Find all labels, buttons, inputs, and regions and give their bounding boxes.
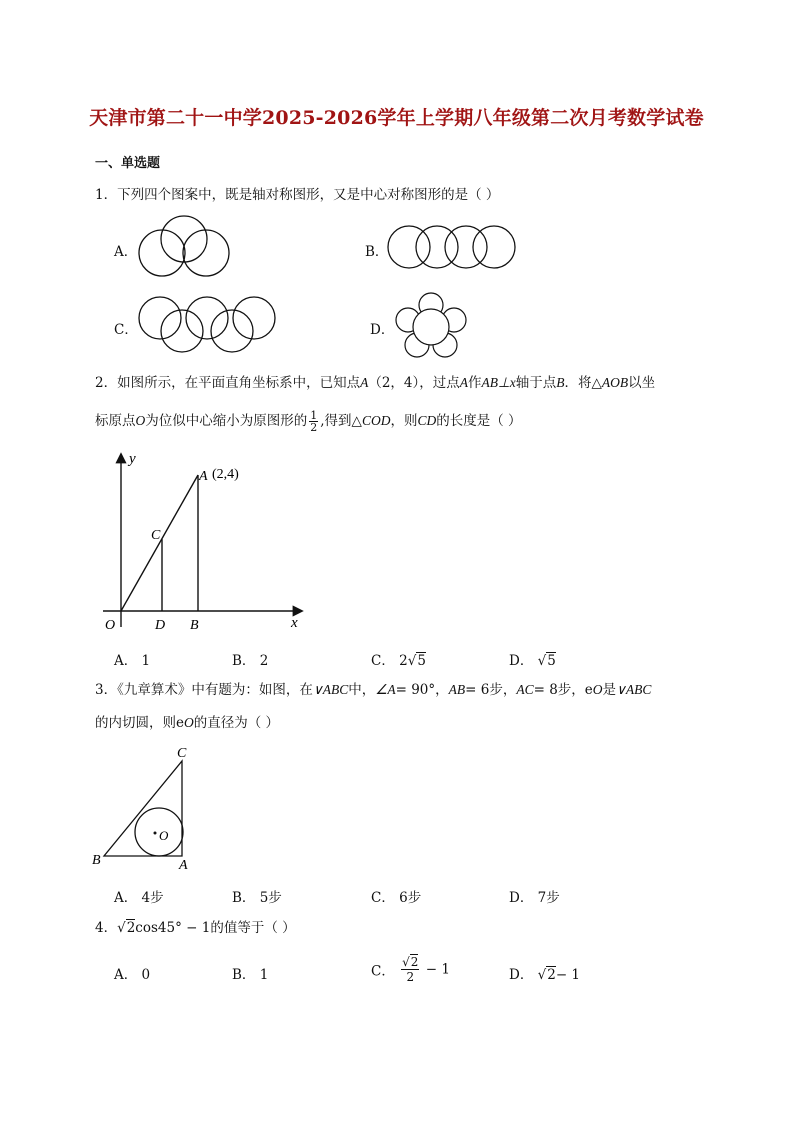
q1-option-b-figure bbox=[387, 224, 517, 270]
q3-option-c: C． 6步 bbox=[371, 890, 422, 906]
q2-option-d: D． √5 bbox=[509, 653, 556, 669]
segment-oa bbox=[121, 475, 198, 611]
q1-option-d-figure bbox=[393, 290, 469, 360]
circle-shape bbox=[445, 226, 487, 268]
center-o-label: O bbox=[159, 828, 169, 843]
q1-option-c-label: C． bbox=[114, 322, 138, 338]
q3-option-b: B． 5步 bbox=[232, 890, 282, 906]
q3-option-a: A． 4步 bbox=[114, 890, 164, 906]
q4-option-d: D． √2− 1 bbox=[509, 967, 581, 983]
y-axis-label: y bbox=[129, 451, 136, 467]
circle-shape bbox=[161, 216, 207, 262]
triangle-abc bbox=[104, 761, 182, 856]
center-dot bbox=[154, 832, 157, 835]
q2-option-b: B． 2 bbox=[232, 653, 269, 669]
q4-option-b: B． 1 bbox=[232, 967, 269, 983]
point-d-label: D bbox=[155, 618, 166, 633]
question-2-line-2: 标原点O为位似中心缩小为原图形的 $\frac{1}{2}$ ,得到△COD，则CD的长度是（ ） bbox=[95, 409, 522, 434]
q2-option-a: A． 1 bbox=[114, 653, 151, 669]
page-title: 天津市第二十一中学2025-2026学年上学期八年级第二次月考数学试卷 bbox=[89, 107, 704, 129]
question-2-line-1: 2．如图所示，在平面直角坐标系中，已知点A（2，4），过点A作AB⊥x轴于点B．将△AOB以坐 bbox=[95, 375, 656, 391]
vertex-a-label: A bbox=[179, 858, 188, 871]
q2-option-c: C． 2√5 bbox=[371, 653, 426, 669]
vertex-c-label: C bbox=[177, 746, 187, 761]
q1-option-d-label: D． bbox=[370, 322, 395, 338]
fraction-root2-over-2: $\frac{√2}{2}$ bbox=[402, 955, 419, 984]
q1-option-a-label: A． bbox=[114, 244, 138, 260]
q2-coordinate-figure bbox=[95, 445, 310, 635]
circle-shape bbox=[139, 230, 185, 276]
circle-shape bbox=[211, 310, 253, 352]
circle-shape bbox=[161, 310, 203, 352]
question-4-stem: 4．√2cos45° − 1的值等于（ ） bbox=[95, 920, 296, 936]
question-3-line-2: 的内切圆，则eO的直径为（ ） bbox=[95, 715, 280, 731]
q4-option-a: A． 0 bbox=[114, 967, 151, 983]
circle-shape bbox=[186, 297, 228, 339]
q4-option-c: C． $\frac{√2}{2}$ − 1 bbox=[371, 955, 450, 984]
circle-shape bbox=[388, 226, 430, 268]
flower-center-shape bbox=[413, 309, 449, 345]
circle-shape bbox=[473, 226, 515, 268]
question-3-line-1: 3．《九章算术》中有题为：如图，在∨ABC中，∠A= 90°，AB= 6步，AC= 8步，eO是∨ABC bbox=[95, 682, 652, 698]
x-axis-label: x bbox=[291, 615, 298, 631]
circle-shape bbox=[139, 297, 181, 339]
question-1-stem: 1．下列四个图案中，既是轴对称图形，又是中心对称图形的是（ ） bbox=[95, 187, 500, 203]
q1-option-c-figure bbox=[136, 295, 278, 355]
circle-shape bbox=[233, 297, 275, 339]
q1-option-b-label: B． bbox=[365, 244, 389, 260]
point-b-label: B bbox=[190, 618, 199, 633]
origin-label: O bbox=[105, 618, 116, 633]
point-a-coord: (2,4) bbox=[212, 467, 239, 482]
point-a-label: A bbox=[199, 469, 208, 484]
vertex-b-label: B bbox=[92, 853, 101, 868]
q3-option-d: D． 7步 bbox=[509, 890, 560, 906]
point-c-label: C bbox=[151, 528, 161, 543]
circle-shape bbox=[183, 230, 229, 276]
q1-option-a-figure bbox=[136, 213, 232, 279]
fraction-one-half: $\frac{1}{2}$ bbox=[310, 409, 318, 434]
section-heading: 一、单选题 bbox=[95, 156, 161, 171]
q3-triangle-figure bbox=[92, 743, 202, 871]
